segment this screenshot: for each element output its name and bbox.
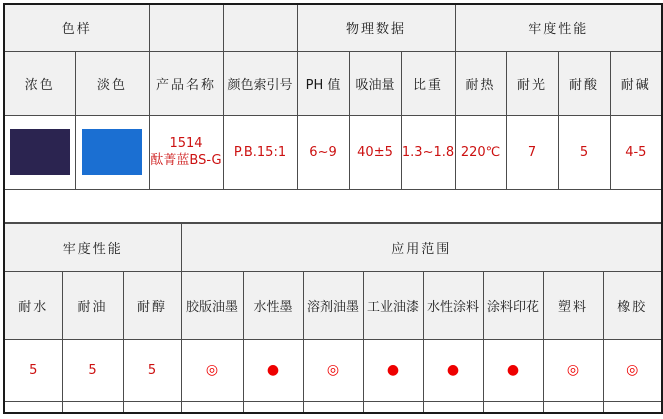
ph-value: 6~9 [297,115,349,189]
color-index-value: P.B.15:1 [223,115,297,189]
col-header-alcohol: 耐醇 [123,271,181,339]
group-header-blank-product [149,4,223,51]
offset-ink-rating: ◎ [181,339,243,401]
light-color-swatch-cell [75,115,149,189]
spec-table-bottom [3,223,663,415]
col-header-color-index: 颜色索引号 [223,51,297,115]
product-code: 1514 [169,136,203,151]
group-header-physical-data: 物理数据 [297,4,455,51]
specific-gravity-value: 1.3~1.8 [401,115,455,189]
cutoff-cell [303,401,363,413]
col-header-deep-color: 浓色 [4,51,75,115]
light-fastness-value: 7 [506,115,558,189]
cutoff-cell [181,401,243,413]
col-header-industrial-paint: 工业油漆 [363,271,423,339]
group-header-blank-index [223,4,297,51]
oil-absorption-value: 40±5 [349,115,401,189]
col-header-heat: 耐热 [455,51,506,115]
alkali-resistance-value: 4-5 [610,115,662,189]
group-header-color-sample: 色样 [4,4,149,51]
cutoff-cell [123,401,181,413]
col-header-specific-gravity: 比重 [401,51,455,115]
group-header-fastness-2: 牢度性能 [4,223,181,271]
spec-table-top [3,3,663,223]
cutoff-cell [4,401,62,413]
plastic-rating: ◎ [543,339,603,401]
water-coating-rating: ● [423,339,483,401]
deep-color-swatch-cell [4,115,75,189]
light-color-swatch [82,129,142,175]
col-header-textile-printing: 涂料印花 [483,271,543,339]
spacer-row [4,189,662,222]
col-header-oil-absorption: 吸油量 [349,51,401,115]
col-header-light-color: 淡色 [75,51,149,115]
alcohol-fastness-value: 5 [123,339,181,401]
col-header-product-name: 产品名称 [149,51,223,115]
group-header-fastness: 牢度性能 [455,4,662,51]
rubber-rating: ◎ [603,339,662,401]
col-header-solvent-ink: 溶剂油墨 [303,271,363,339]
col-header-alkali: 耐碱 [610,51,662,115]
cutoff-cell [62,401,123,413]
water-fastness-value: 5 [4,339,62,401]
col-header-acid: 耐酸 [558,51,610,115]
col-header-water-coating: 水性涂料 [423,271,483,339]
acid-resistance-value: 5 [558,115,610,189]
col-header-oil: 耐油 [62,271,123,339]
cutoff-cell [243,401,303,413]
cutoff-cell [423,401,483,413]
textile-printing-rating: ● [483,339,543,401]
product-name: 酞菁蓝BS-G [150,153,222,168]
industrial-paint-rating: ● [363,339,423,401]
col-header-ph: PH 值 [297,51,349,115]
col-header-plastic: 塑料 [543,271,603,339]
product-name-cell [149,115,223,189]
water-ink-rating: ● [243,339,303,401]
cutoff-cell [363,401,423,413]
cutoff-cell [543,401,603,413]
cutoff-cell [483,401,543,413]
col-header-water-ink: 水性墨 [243,271,303,339]
heat-resistance-value: 220℃ [455,115,506,189]
cutoff-cell [603,401,662,413]
group-header-application-range: 应用范围 [181,223,662,271]
col-header-light-fastness: 耐光 [506,51,558,115]
deep-color-swatch [10,129,70,175]
col-header-offset-ink: 胶版油墨 [181,271,243,339]
col-header-rubber: 橡胶 [603,271,662,339]
solvent-ink-rating: ◎ [303,339,363,401]
oil-fastness-value: 5 [62,339,123,401]
col-header-water: 耐水 [4,271,62,339]
